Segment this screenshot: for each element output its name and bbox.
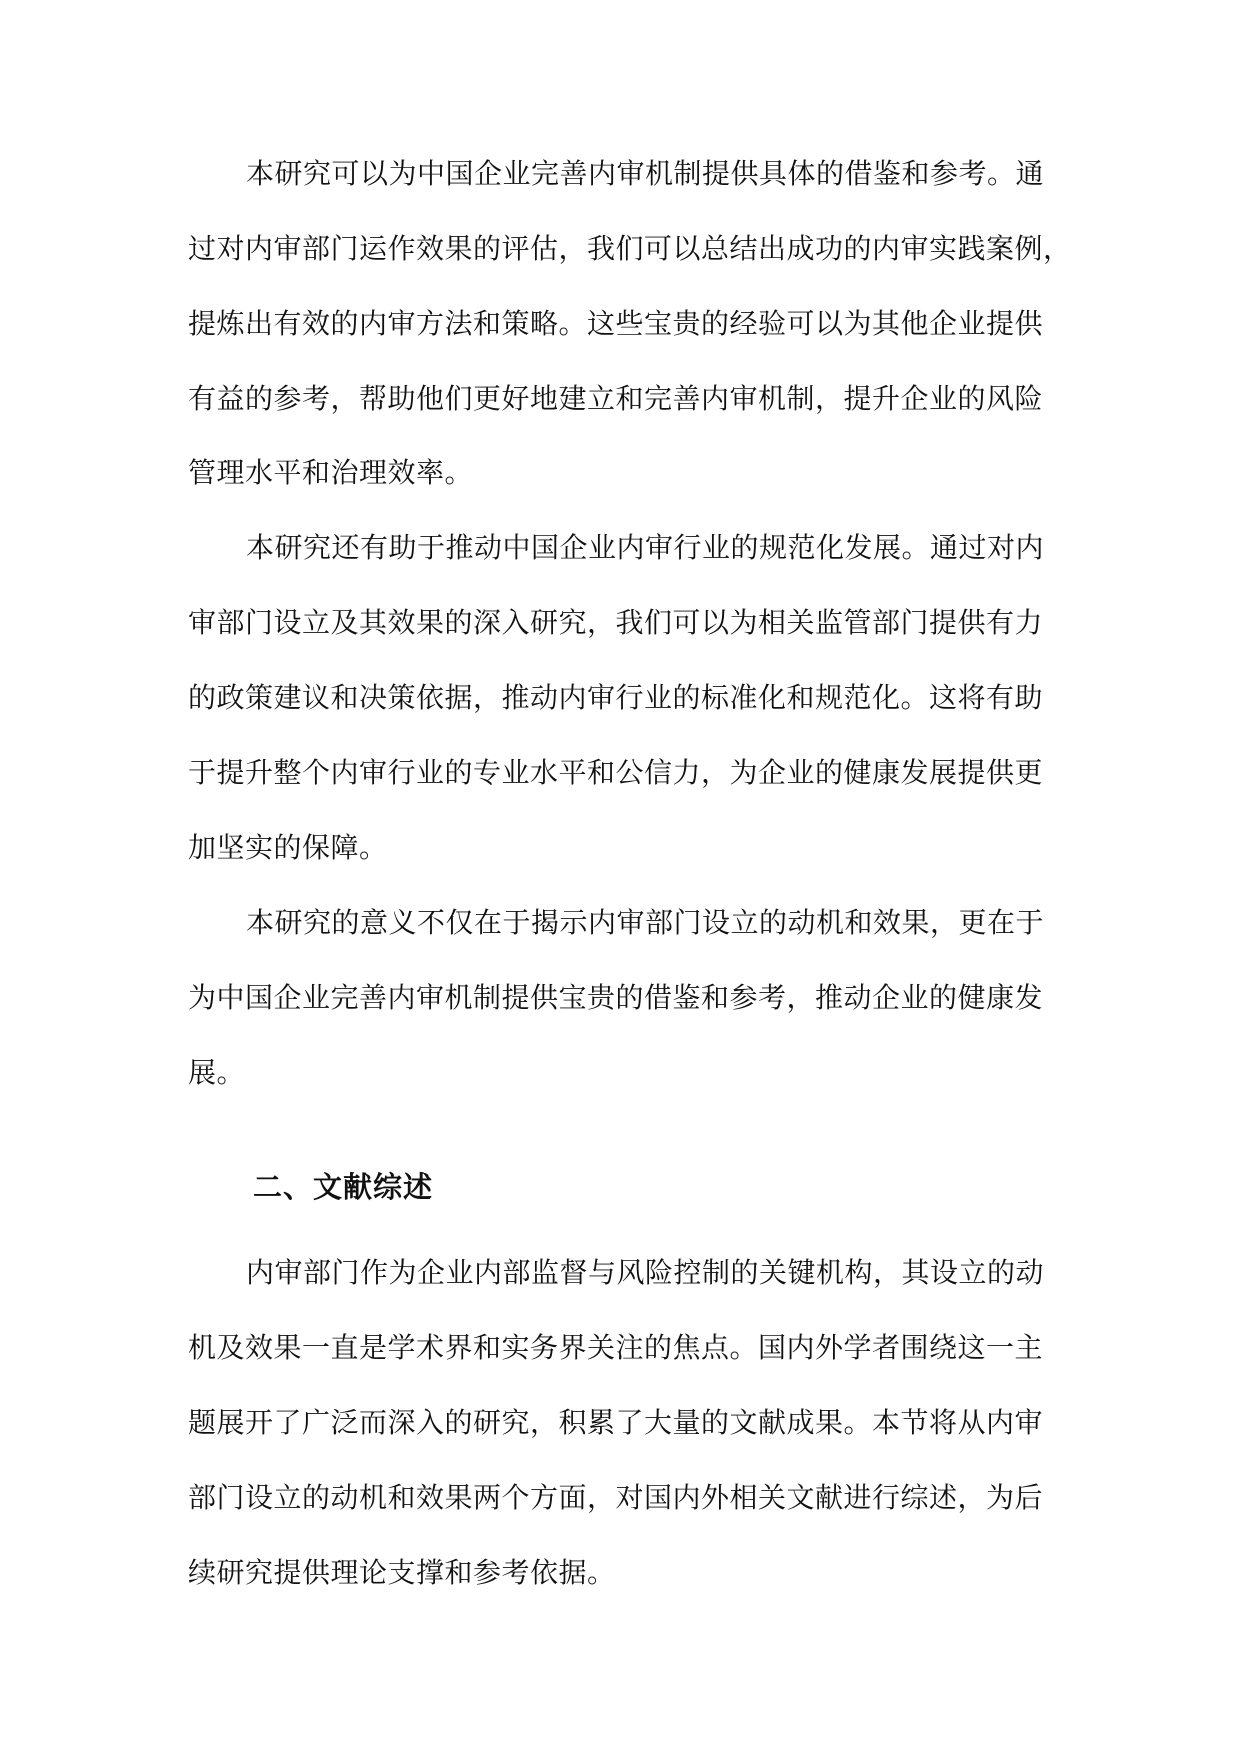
paragraph-line: 提炼出有效的内审方法和策略。这些宝贵的经验可以为其他企业提供 <box>188 307 1044 340</box>
paragraph-line: 续研究提供理论支撑和参考依据。 <box>188 1556 616 1589</box>
paragraph-line: 审部门设立及其效果的深入研究，我们可以为相关监管部门提供有力 <box>188 606 1044 639</box>
paragraph-line: 展。 <box>188 1056 246 1089</box>
paragraph-line: 有益的参考，帮助他们更好地建立和完善内审机制，提升企业的风险 <box>188 382 1044 415</box>
paragraph-line: 加坚实的保障。 <box>188 831 388 864</box>
paragraph-line: 本研究可以为中国企业完善内审机制提供具体的借鉴和参考。通 <box>246 157 1045 190</box>
paragraph-line: 于提升整个内审行业的专业水平和公信力，为企业的健康发展提供更 <box>188 756 1044 789</box>
paragraph-line: 机及效果一直是学术界和实务界关注的焦点。国内外学者围绕这一主 <box>188 1331 1044 1364</box>
paragraph-line: 管理水平和治理效率。 <box>188 456 474 489</box>
paragraph-line: 的政策建议和决策依据，推动内审行业的标准化和规范化。这将有助 <box>188 681 1044 714</box>
paragraph-line: 本研究的意义不仅在于揭示内审部门设立的动机和效果，更在于 <box>246 906 1045 939</box>
paragraph-line: 本研究还有助于推动中国企业内审行业的规范化发展。通过对内 <box>246 531 1045 564</box>
paragraph-line: 过对内审部门运作效果的评估，我们可以总结出成功的内审实践案例， <box>188 232 1072 265</box>
section-heading: 二、文献综述 <box>253 1170 434 1204</box>
paragraph-line: 部门设立的动机和效果两个方面，对国内外相关文献进行综述，为后 <box>188 1481 1044 1514</box>
paragraph-line: 为中国企业完善内审机制提供宝贵的借鉴和参考，推动企业的健康发 <box>188 981 1044 1014</box>
paragraph-line: 题展开了广泛而深入的研究，积累了大量的文献成果。本节将从内审 <box>188 1406 1044 1439</box>
paragraph-line: 内审部门作为企业内部监督与风险控制的关键机构，其设立的动 <box>246 1256 1045 1289</box>
